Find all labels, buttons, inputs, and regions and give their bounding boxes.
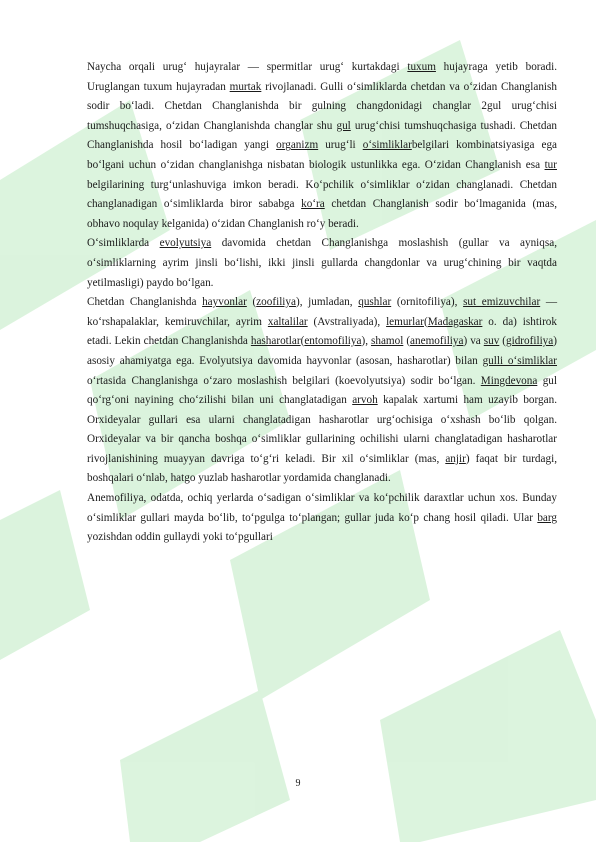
link-term[interactable]: hasharotlar bbox=[250, 335, 301, 348]
text-run: O‘simliklarda bbox=[87, 237, 160, 250]
paragraph bbox=[87, 293, 557, 489]
link-term[interactable]: anjir bbox=[445, 452, 466, 465]
link-term[interactable]: tuxum bbox=[407, 61, 436, 73]
text-run: ( bbox=[423, 315, 428, 328]
text-run: belgilarining turg‘unlashuviga imkon beradi. Ko‘pchilik o‘simliklar o‘zidan changlanadi. Chetdan changlanadigan o‘simliklarda biror sababga bbox=[87, 178, 557, 211]
text-run: — ko‘rshapalaklar, kemiruvchilar, ayrim bbox=[87, 296, 558, 328]
link-term[interactable]: zoofiliya bbox=[256, 296, 296, 309]
link-term[interactable]: Madagaskar bbox=[427, 315, 483, 328]
text-run: ( bbox=[403, 335, 411, 348]
link-term[interactable]: shamol bbox=[371, 335, 404, 348]
text-run: ( bbox=[499, 335, 507, 348]
text-run: rivojlanadi. Gulli o‘simliklarda chetdan va o‘zidan Changlanish sodir bo‘ladi. Chetdan Changlanishda bir gulning changdonidagi changlar 2gul urug‘chisi tumshuqchasiga, o‘zidan Changlanishda changlar shu bbox=[87, 80, 557, 132]
link-term[interactable]: hayvonlar bbox=[202, 296, 247, 309]
link-term[interactable]: Mingdevona bbox=[480, 374, 538, 387]
text-run: gul qo‘rg‘oni nayining cho‘zilishi bilan uni changlatadigan bbox=[87, 374, 557, 407]
text-run: ), bbox=[361, 335, 371, 348]
link-term[interactable]: xaltalilar bbox=[267, 315, 308, 328]
link-term[interactable]: suv bbox=[483, 335, 500, 348]
paragraph bbox=[87, 234, 557, 293]
text-run: yozishdan oddin gullaydi yoki to‘pgullari bbox=[87, 531, 273, 544]
text-run: urug‘li bbox=[318, 139, 363, 152]
link-term[interactable]: evolyutsiya bbox=[159, 237, 212, 250]
link-term[interactable]: entomofiliya bbox=[304, 335, 362, 348]
link-term[interactable]: gul bbox=[336, 119, 351, 132]
page-body bbox=[87, 58, 557, 548]
text-run: Naycha orqali urug‘ hujayralar — spermitlar urug‘ kurtakdagi bbox=[87, 61, 408, 73]
link-term[interactable]: arvoh bbox=[352, 394, 378, 407]
link-term[interactable]: o‘simliklar bbox=[362, 139, 412, 152]
link-term[interactable]: gulli o‘simliklar bbox=[482, 354, 557, 367]
text-run: o‘rtasida Changlanishga o‘zaro moslashish belgilari (koevolyutsiya) sodir bo‘lgan. bbox=[87, 374, 481, 387]
text-run: o. da) ishtirok etadi. Lekin chetdan Changlanishda bbox=[87, 315, 557, 348]
link-term[interactable]: anemofiliya bbox=[410, 335, 464, 348]
link-term[interactable]: ko‘ra bbox=[301, 198, 325, 211]
text-run: chetdan Changlanish sodir bo‘lmaganida (mas, obhavo noqulay kelganida) o‘zidan Changlanish ro‘y beradi. bbox=[87, 198, 557, 230]
text-run: ) faqat bir turdagi, boshqalari o‘nlab, hatgo yuzlab hasharotlar yordamida changlanadi. bbox=[87, 452, 557, 485]
link-term[interactable]: organizm bbox=[276, 139, 319, 152]
text-run: Chetdan Changlanishda bbox=[87, 296, 203, 309]
link-term[interactable]: barg bbox=[537, 511, 557, 524]
page-number: 9 bbox=[295, 778, 301, 789]
link-term[interactable]: murtak bbox=[229, 80, 262, 93]
link-term[interactable]: tur bbox=[544, 158, 557, 171]
link-term[interactable]: qushlar bbox=[358, 296, 392, 309]
text-run: hujayraga yetib boradi. Uruglangan tuxum hujayradan bbox=[87, 61, 557, 93]
text-run: ), jumladan, bbox=[295, 296, 359, 309]
text-run: ) asosiy ahamiyatga ega. Evolyutsiya davomida hayvonlar (asosan, hasharotlar) bilan bbox=[87, 335, 557, 367]
text-run: kapalak xartumi ham uzayib borgan. Orxideyalar gullari esa ularni changlatadigan hasharotlar urg‘ochisiga o‘xshash bo‘lib qolgan. Orxideyalar va bir qancha boshqa o‘simliklar gullarining ochilishi ularni changlatadigan hasharotlar rivojlanishining muayyan davriga to‘g‘ri keladi. Bir xil o‘simliklar (mas, bbox=[87, 394, 558, 465]
text-run: ( bbox=[246, 296, 257, 309]
text-run: davomida chetdan Changlanishga moslashish (gullar va ayniqsa, o‘simliklarning ayrim jinsli bo‘lishi, ikki jinsli gullarda changdonlar va urug‘chining bir vaqtda yetilmasligi) paydo bo‘lgan. bbox=[87, 237, 557, 289]
paragraph bbox=[87, 489, 557, 548]
link-term[interactable]: lemurlar bbox=[386, 315, 424, 328]
text-run: urug‘chisi tumshuqchasiga tushadi. Chetdan Changlanishda hosil bo‘ladigan yangi bbox=[87, 119, 557, 152]
link-term[interactable]: sut emizuvchilar bbox=[463, 296, 541, 309]
text-run: Anemofiliya, odatda, ochiq yerlarda o‘sadigan o‘simliklar va ko‘pchilik daraxtlar uchun xos. Bunday o‘simliklar gullari mayda bo‘lib, to‘pgulga to‘plangan; gullar juda ko‘p chang hosil qiladi. Ular bbox=[87, 492, 557, 524]
text-run: ( bbox=[300, 335, 305, 348]
text-run: belgilari kombinatsiyasiga ega bo‘lgani uchun o‘zidan changlanishga nisbatan biologik ustunlikka ega. O‘zidan Changlanish esa bbox=[87, 139, 558, 171]
text-run: (ornitofiliya), bbox=[391, 296, 464, 309]
text-run: ) va bbox=[463, 335, 484, 348]
paragraph bbox=[87, 58, 557, 234]
link-term[interactable]: gidrofiliya bbox=[506, 335, 554, 348]
text-run: (Avstraliyada), bbox=[307, 315, 387, 328]
